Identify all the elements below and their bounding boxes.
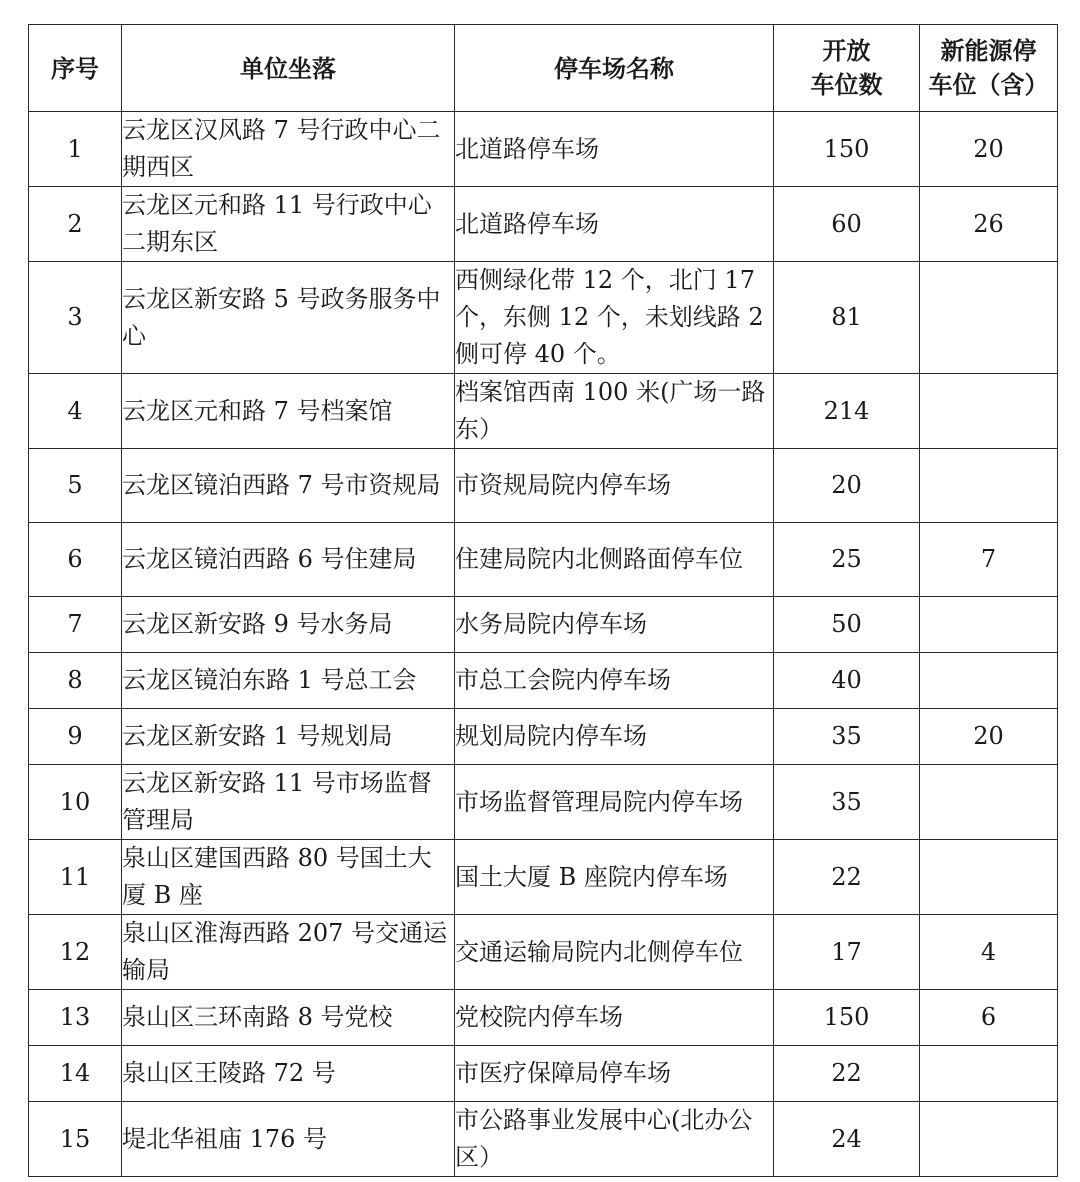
cell-open-spots: 40 <box>774 653 920 709</box>
cell-index: 12 <box>29 915 122 990</box>
table-row <box>29 990 1058 1046</box>
cell-parking-name: 规划局院内停车场 <box>455 709 774 765</box>
table-row <box>29 915 1058 990</box>
cell-location: 云龙区镜泊西路 7 号市资规局 <box>122 449 455 523</box>
cell-parking-name: 市场监督管理局院内停车场 <box>455 765 774 840</box>
cell-open-spots: 35 <box>774 765 920 840</box>
table-row <box>29 597 1058 653</box>
cell-open-spots: 60 <box>774 187 920 262</box>
table-row <box>29 840 1058 915</box>
cell-ev-spots <box>920 1102 1058 1177</box>
cell-index: 9 <box>29 709 122 765</box>
cell-location: 云龙区新安路 5 号政务服务中心 <box>122 262 455 374</box>
cell-index: 1 <box>29 112 122 187</box>
cell-index: 14 <box>29 1046 122 1102</box>
table-row <box>29 449 1058 523</box>
cell-index: 11 <box>29 840 122 915</box>
cell-ev-spots: 26 <box>920 187 1058 262</box>
cell-ev-spots <box>920 374 1058 449</box>
cell-index: 7 <box>29 597 122 653</box>
parking-table <box>28 24 1058 1177</box>
cell-ev-spots <box>920 597 1058 653</box>
cell-ev-spots: 20 <box>920 112 1058 187</box>
cell-ev-spots <box>920 1046 1058 1102</box>
cell-parking-name: 市医疗保障局停车场 <box>455 1046 774 1102</box>
cell-parking-name: 市总工会院内停车场 <box>455 653 774 709</box>
cell-ev-spots <box>920 765 1058 840</box>
cell-open-spots: 81 <box>774 262 920 374</box>
header-open-spots <box>774 25 920 112</box>
cell-location: 泉山区三环南路 8 号党校 <box>122 990 455 1046</box>
cell-open-spots: 22 <box>774 840 920 915</box>
cell-parking-name: 国土大厦 B 座院内停车场 <box>455 840 774 915</box>
header-location: 单位坐落 <box>122 25 455 112</box>
cell-open-spots: 22 <box>774 1046 920 1102</box>
cell-ev-spots <box>920 449 1058 523</box>
cell-parking-name: 档案馆西南 100 米(广场一路东） <box>455 374 774 449</box>
table-row <box>29 523 1058 597</box>
header-open-spots-line2: 车位数 <box>810 70 883 99</box>
table-row <box>29 765 1058 840</box>
cell-ev-spots: 7 <box>920 523 1058 597</box>
cell-ev-spots: 6 <box>920 990 1058 1046</box>
cell-location: 云龙区新安路 9 号水务局 <box>122 597 455 653</box>
cell-parking-name: 市公路事业发展中心(北办公区） <box>455 1102 774 1177</box>
header-index: 序号 <box>29 25 122 112</box>
cell-ev-spots <box>920 653 1058 709</box>
table-row <box>29 374 1058 449</box>
cell-location: 云龙区元和路 11 号行政中心二期东区 <box>122 187 455 262</box>
cell-index: 10 <box>29 765 122 840</box>
cell-location: 云龙区元和路 7 号档案馆 <box>122 374 455 449</box>
table-row <box>29 262 1058 374</box>
cell-location: 云龙区新安路 11 号市场监督管理局 <box>122 765 455 840</box>
cell-location: 云龙区新安路 1 号规划局 <box>122 709 455 765</box>
cell-parking-name: 住建局院内北侧路面停车位 <box>455 523 774 597</box>
cell-parking-name: 市资规局院内停车场 <box>455 449 774 523</box>
table-row <box>29 1046 1058 1102</box>
cell-open-spots: 50 <box>774 597 920 653</box>
cell-open-spots: 214 <box>774 374 920 449</box>
cell-open-spots: 24 <box>774 1102 920 1177</box>
cell-location: 泉山区淮海西路 207 号交通运输局 <box>122 915 455 990</box>
cell-parking-name: 西侧绿化带 12 个，北门 17 个，东侧 12 个，未划线路 2 侧可停 40 个。 <box>455 262 774 374</box>
cell-open-spots: 150 <box>774 112 920 187</box>
cell-parking-name: 北道路停车场 <box>455 187 774 262</box>
cell-parking-name: 交通运输局院内北侧停车位 <box>455 915 774 990</box>
cell-index: 15 <box>29 1102 122 1177</box>
cell-index: 8 <box>29 653 122 709</box>
table-row <box>29 653 1058 709</box>
cell-location: 云龙区镜泊东路 1 号总工会 <box>122 653 455 709</box>
table-row <box>29 187 1058 262</box>
cell-location: 云龙区汉风路 7 号行政中心二期西区 <box>122 112 455 187</box>
header-ev-spots <box>920 25 1058 112</box>
cell-index: 3 <box>29 262 122 374</box>
cell-index: 13 <box>29 990 122 1046</box>
cell-open-spots: 17 <box>774 915 920 990</box>
cell-open-spots: 25 <box>774 523 920 597</box>
cell-ev-spots <box>920 262 1058 374</box>
cell-location: 泉山区王陵路 72 号 <box>122 1046 455 1102</box>
cell-parking-name: 水务局院内停车场 <box>455 597 774 653</box>
cell-location: 泉山区建国西路 80 号国土大厦 B 座 <box>122 840 455 915</box>
header-parking-name: 停车场名称 <box>455 25 774 112</box>
cell-parking-name: 北道路停车场 <box>455 112 774 187</box>
cell-open-spots: 150 <box>774 990 920 1046</box>
cell-ev-spots: 4 <box>920 915 1058 990</box>
cell-ev-spots <box>920 840 1058 915</box>
cell-ev-spots: 20 <box>920 709 1058 765</box>
cell-parking-name: 党校院内停车场 <box>455 990 774 1046</box>
header-open-spots-line1: 开放 <box>822 36 871 65</box>
header-ev-spots-line1: 新能源停 <box>940 36 1037 65</box>
cell-index: 6 <box>29 523 122 597</box>
table-row <box>29 709 1058 765</box>
cell-location: 堤北华祖庙 176 号 <box>122 1102 455 1177</box>
cell-location: 云龙区镜泊西路 6 号住建局 <box>122 523 455 597</box>
header-ev-spots-line2: 车位（含） <box>928 70 1049 99</box>
cell-open-spots: 35 <box>774 709 920 765</box>
table-header-row <box>29 25 1058 112</box>
table-row <box>29 112 1058 187</box>
cell-index: 5 <box>29 449 122 523</box>
cell-index: 2 <box>29 187 122 262</box>
cell-open-spots: 20 <box>774 449 920 523</box>
cell-index: 4 <box>29 374 122 449</box>
table-row <box>29 1102 1058 1177</box>
